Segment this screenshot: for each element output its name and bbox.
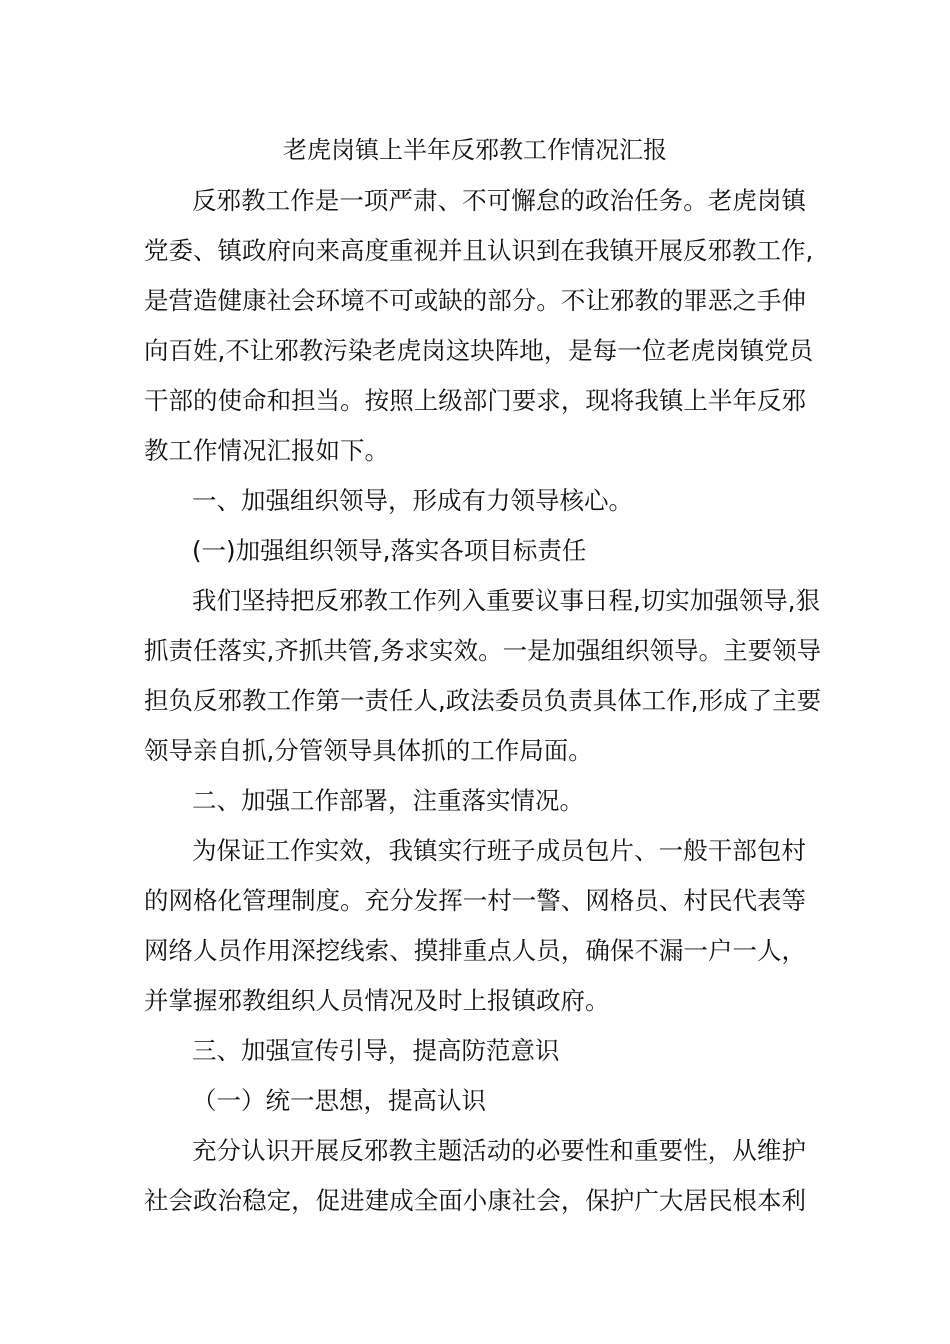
section-heading: 二、加强工作部署，注重落实情况。 xyxy=(192,786,584,815)
paragraph-line: 为保证工作实效，我镇实行班子成员包片、一般干部包村 xyxy=(192,836,806,865)
paragraph-line: 干部的使命和担当。按照上级部门要求，现将我镇上半年反邪 xyxy=(144,386,806,415)
subsection-heading: （一）统一思想，提高认识 xyxy=(192,1086,486,1115)
paragraph-line: 并掌握邪教组织人员情况及时上报镇政府。 xyxy=(144,986,610,1015)
paragraph-line: 抓责任落实,齐抓共管,务求实效。一是加强组织领导。主要领导 xyxy=(144,636,822,665)
section-heading: 一、加强组织领导，形成有力领导核心。 xyxy=(192,486,633,515)
paragraph-line: 我们坚持把反邪教工作列入重要议事日程,切实加强领导,狠 xyxy=(192,586,821,615)
document-title: 老虎岗镇上半年反邪教工作情况汇报 xyxy=(283,136,667,164)
paragraph-line: 教工作情况汇报如下。 xyxy=(144,436,389,465)
subsection-heading: (一)加强组织领导,落实各项目标责任 xyxy=(192,536,587,565)
paragraph-line: 向百姓,不让邪教污染老虎岗这块阵地，是每一位老虎岗镇党员 xyxy=(144,336,814,365)
section-heading: 三、加强宣传引导，提高防范意识 xyxy=(192,1036,560,1065)
paragraph-line: 党委、镇政府向来高度重视并且认识到在我镇开展反邪教工作, xyxy=(144,236,814,265)
paragraph-line: 的网格化管理制度。充分发挥一村一警、网格员、村民代表等 xyxy=(144,886,806,915)
paragraph-line: 是营造健康社会环境不可或缺的部分。不让邪教的罪恶之手伸 xyxy=(144,286,806,315)
paragraph-line: 领导亲自抓,分管领导具体抓的工作局面。 xyxy=(144,736,593,765)
paragraph-line: 网络人员作用深挖线索、摸排重点人员，确保不漏一户一人， xyxy=(144,936,806,965)
paragraph-line: 充分认识开展反邪教主题活动的必要性和重要性，从维护 xyxy=(192,1136,806,1165)
paragraph-line: 社会政治稳定，促进建成全面小康社会，保护广大居民根本利 xyxy=(144,1186,806,1215)
paragraph-line: 担负反邪教工作第一责任人,政法委员负责具体工作,形成了主要 xyxy=(144,686,822,715)
paragraph-line: 反邪教工作是一项严肃、不可懈怠的政治任务。老虎岗镇 xyxy=(192,186,806,215)
